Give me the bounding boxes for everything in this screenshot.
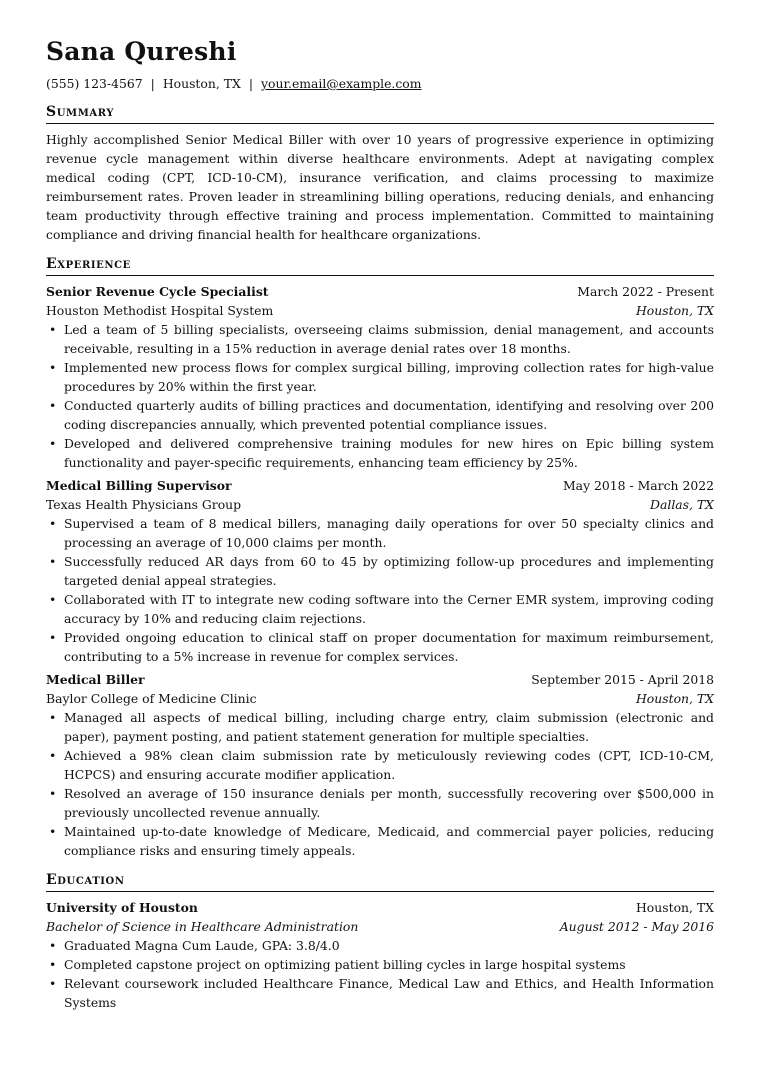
company-name: Baylor College of Medicine Clinic (46, 691, 257, 706)
job-dates: March 2022 - Present (577, 284, 714, 299)
job-location: Dallas, TX (650, 497, 714, 512)
bullet-item: • Achieved a 98% clean claim submission rate by meticulously reviewing codes (CPT, ICD-10-CM, HCPCS) and ensuring accurate modifier application. (46, 746, 714, 784)
education-bullets (46, 936, 714, 1012)
job-location: Houston, TX (636, 691, 714, 706)
bullet-item: • Supervised a team of 8 medical billers, managing daily operations for over 50 specialty clinics and processing an average of 10,000 claims per month. (46, 514, 714, 552)
school-location: Houston, TX (636, 900, 714, 915)
phone-number: (555) 123-4567 (46, 76, 143, 91)
bullet-item: • Completed capstone project on optimizing patient billing cycles in large hospital systems (46, 955, 714, 974)
experience-entry (46, 670, 714, 860)
bullet-item: • Relevant coursework included Healthcare Finance, Medical Law and Ethics, and Health Information Systems (46, 974, 714, 1012)
job-title-row (46, 282, 714, 301)
job-title: Medical Billing Supervisor (46, 478, 232, 493)
job-title: Senior Revenue Cycle Specialist (46, 284, 269, 299)
company-name: Houston Methodist Hospital System (46, 303, 274, 318)
summary-text: Highly accomplished Senior Medical Biller with over 10 years of progressive experience in optimizing revenue cycle management within diverse healthcare environments. Adept at navigating complex medical coding (CPT, ICD-10-CM), insurance verification, and claims processing to maximize reimbursement rates. Proven leader in streamlining billing operations, reducing denials, and enhancing team productivity through effective training and process implementation. Committed to maintaining compliance and driving financial health for healthcare organizations. (46, 132, 714, 242)
company-row (46, 301, 714, 320)
job-bullets (46, 708, 714, 860)
job-location: Houston, TX (636, 303, 714, 318)
bullet-item: • Maintained up-to-date knowledge of Medicare, Medicaid, and commercial payer policies, reducing compliance risks and ensuring timely appeals. (46, 822, 714, 860)
experience-heading: Experience (46, 255, 714, 276)
company-row (46, 495, 714, 514)
degree-name: Bachelor of Science in Healthcare Administration (46, 919, 359, 934)
bullet-item: • Resolved an average of 150 insurance denials per month, successfully recovering over $500,000 in previously uncollected revenue annually. (46, 784, 714, 822)
bullet-item: • Collaborated with IT to integrate new coding software into the Cerner EMR system, improving coding accuracy by 10% and reducing claim rejections. (46, 590, 714, 628)
contact-separator: | (150, 76, 155, 91)
education-heading: Education (46, 871, 714, 892)
bullet-item: • Provided ongoing education to clinical staff on proper documentation for maximum reimbursement, contributing to a 5% increase in revenue for complex services. (46, 628, 714, 666)
bullet-item: • Successfully reduced AR days from 60 to 45 by optimizing follow-up procedures and implementing targeted denial appeal strategies. (46, 552, 714, 590)
bullet-item: • Graduated Magna Cum Laude, GPA: 3.8/4.0 (46, 936, 714, 955)
candidate-name: Sana Qureshi (46, 37, 237, 66)
job-bullets (46, 320, 714, 472)
job-title-row (46, 670, 714, 689)
experience-entry (46, 282, 714, 472)
bullet-item: • Managed all aspects of medical billing, including charge entry, claim submission (electronic and paper), payment posting, and patient statement generation for multiple specialties. (46, 708, 714, 746)
bullet-item: • Led a team of 5 billing specialists, overseeing claims submission, denial management, and accounts receivable, resulting in a 15% reduction in average denial rates over 18 months. (46, 320, 714, 358)
bullet-item: • Developed and delivered comprehensive training modules for new hires on Epic billing system functionality and payer-specific requirements, enhancing team efficiency by 25%. (46, 434, 714, 472)
school-name: University of Houston (46, 900, 198, 915)
summary-heading: Summary (46, 103, 714, 124)
location: Houston, TX (162, 76, 241, 91)
bullet-item: • Conducted quarterly audits of billing practices and documentation, identifying and resolving over 200 coding discrepancies annually, which prevented potential compliance issues. (46, 396, 714, 434)
job-title: Medical Biller (46, 672, 145, 687)
education-dates: August 2012 - May 2016 (559, 919, 714, 934)
email-link[interactable]: your.email@example.com (261, 76, 422, 91)
job-dates: May 2018 - March 2022 (563, 478, 714, 493)
bullet-item: • Implemented new process flows for complex surgical billing, improving collection rates for high-value procedures by 20% within the first year. (46, 358, 714, 396)
education-entry (46, 898, 714, 1012)
company-name: Texas Health Physicians Group (46, 497, 242, 512)
job-title-row (46, 476, 714, 495)
job-bullets (46, 514, 714, 666)
school-row (46, 898, 714, 917)
contact-separator: | (248, 76, 254, 91)
job-dates: September 2015 - April 2018 (531, 672, 714, 687)
experience-entry (46, 476, 714, 666)
company-row (46, 689, 714, 708)
degree-row (46, 917, 714, 936)
contact-line (46, 76, 714, 92)
